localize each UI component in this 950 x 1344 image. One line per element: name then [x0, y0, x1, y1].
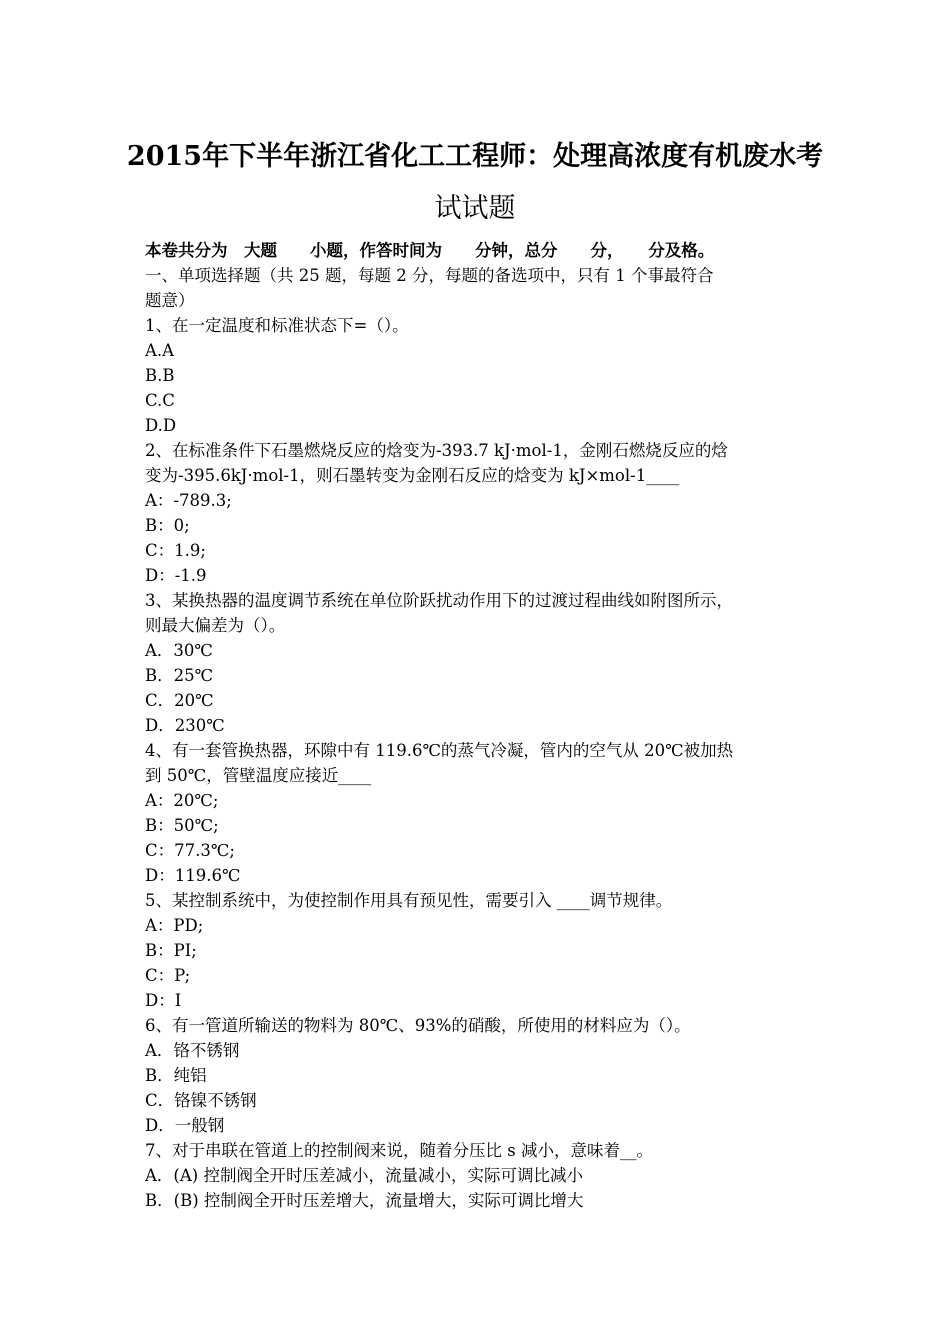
document-body: [145, 238, 825, 1213]
text-line: D．230℃: [145, 716, 225, 735]
text-line: C．20℃: [145, 691, 214, 710]
text-line: 题意）: [145, 291, 195, 310]
text-line: B.B: [145, 366, 175, 385]
text-line: 一、单项选择题（共 25 题，每题 2 分，每题的备选项中，只有 1 个事最符合: [145, 266, 714, 285]
document-title-line-2: 试试题: [434, 193, 516, 224]
text-line: 4、有一套管换热器，环隙中有 119.6℃的蒸气冷凝，管内的空气从 20℃被加热: [145, 741, 734, 760]
text-line: A：PD;: [145, 916, 204, 935]
document-title-line-1: 2015年下半年浙江省化工工程师：处理高浓度有机废水考: [126, 141, 824, 172]
text-line: D：I: [145, 991, 182, 1010]
text-line: A．(A) 控制阀全开时压差减小，流量减小，实际可调比减小: [145, 1166, 583, 1185]
text-line: A.A: [145, 341, 175, 360]
text-line: 3、某换热器的温度调节系统在单位阶跃扰动作用下的过渡过程曲线如附图所示，: [145, 591, 733, 610]
text-line: C．铬镍不锈钢: [145, 1091, 257, 1110]
text-line: A．30℃: [145, 641, 213, 660]
text-line: B．25℃: [145, 666, 214, 685]
text-line: B．(B) 控制阀全开时压差增大，流量增大，实际可调比增大: [145, 1191, 584, 1210]
text-line: 变为-395.6kJ·mol-1，则石墨转变为金刚石反应的焓变为 kJ×mol-1____: [145, 466, 680, 485]
text-line: B．纯铝: [145, 1066, 207, 1085]
text-line: C：1.9;: [145, 541, 206, 560]
text-line: C.C: [145, 391, 175, 410]
text-line: A：20℃;: [145, 791, 219, 810]
text-line: C：77.3℃;: [145, 841, 235, 860]
text-line: 6、有一管道所输送的物料为 80℃、93%的硝酸，所使用的材料应为（）。: [145, 1016, 691, 1035]
text-line: 1、在一定温度和标准状态下=（）。: [145, 316, 409, 335]
text-line: D：-1.9: [145, 566, 207, 585]
text-line: D：119.6℃: [145, 866, 241, 885]
text-line: B：0;: [145, 516, 190, 535]
text-line: C：P;: [145, 966, 191, 985]
text-line: 本卷共分为 大题 小题，作答时间为 分钟，总分 分， 分及格。: [145, 241, 715, 260]
text-line: 2、在标准条件下石墨燃烧反应的焓变为-393.7 kJ·mol-1，金刚石燃烧反应的焓: [145, 441, 728, 460]
text-line: D.D: [145, 416, 177, 435]
text-line: B：50℃;: [145, 816, 219, 835]
text-line: 到 50℃，管壁温度应接近____: [145, 766, 372, 785]
text-line: D．一般钢: [145, 1116, 225, 1135]
text-line: A：-789.3;: [145, 491, 232, 510]
text-line: 则最大偏差为（）。: [145, 616, 286, 635]
text-line: A．铬不锈钢: [145, 1041, 240, 1060]
text-line: 7、对于串联在管道上的控制阀来说，随着分压比 s 减小，意味着__。: [145, 1141, 653, 1160]
text-line: 5、某控制系统中，为使控制作用具有预见性，需要引入 ____调节规律。: [145, 891, 673, 910]
text-line: B：PI;: [145, 941, 197, 960]
